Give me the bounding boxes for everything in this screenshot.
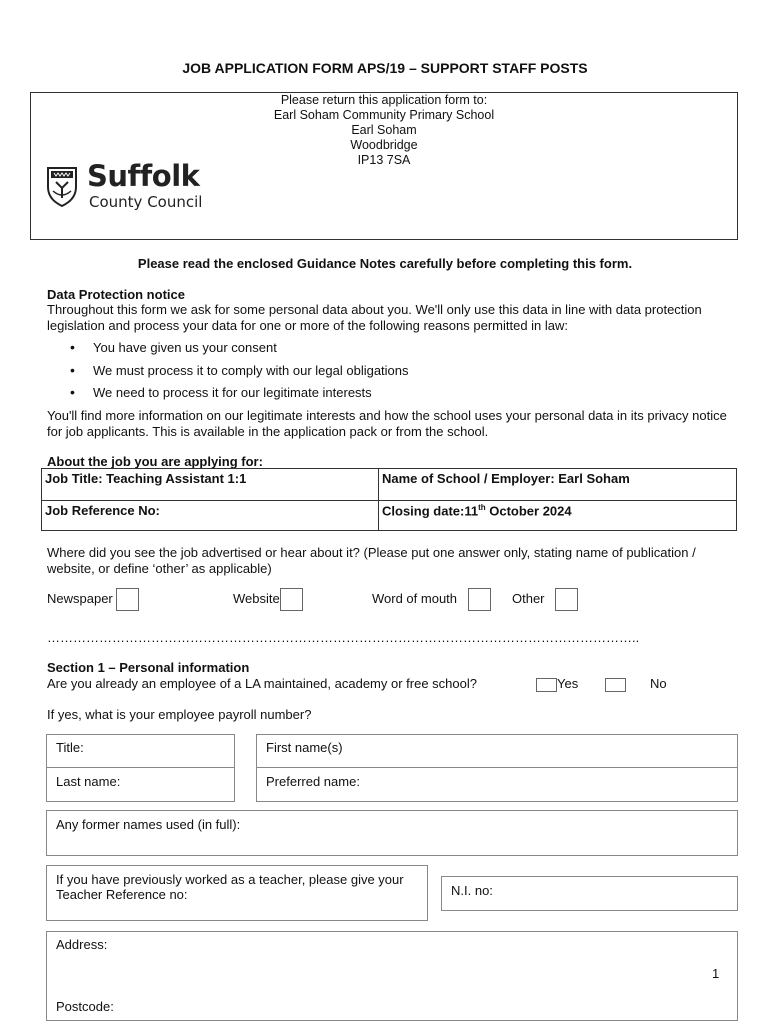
employee-question: Are you already an employee of a LA maintained, academy or free school? xyxy=(47,676,477,691)
advert-option-website xyxy=(233,588,303,611)
last-name-field[interactable] xyxy=(47,768,234,801)
return-line-1: Please return this application form to: xyxy=(280,93,488,107)
return-line-2: Earl Soham Community Primary School xyxy=(273,108,495,122)
advert-option-other xyxy=(512,588,578,611)
preferred-name-label: Preferred name: xyxy=(266,774,360,789)
closing-date-prefix: Closing date:11 xyxy=(382,503,479,519)
logo-county-council: County Council xyxy=(89,193,203,211)
list-item: • You have given us your consent xyxy=(70,340,409,363)
closing-date-cell[interactable] xyxy=(379,501,737,531)
advert-option-newspaper xyxy=(47,588,139,611)
no-checkbox[interactable] xyxy=(605,678,626,692)
former-names-label: Any former names used (in full): xyxy=(56,817,241,832)
data-protection-outro: You'll find more information on our legitimate interests and how the school uses your personal data in its privacy notice for job applicants. This is available in the application pack or from the school. xyxy=(47,408,727,439)
first-name-field[interactable] xyxy=(257,735,737,768)
guidance-notice: Please read the enclosed Guidance Notes carefully before completing this form. xyxy=(137,256,633,271)
job-heading: About the job you are applying for: xyxy=(47,454,263,469)
last-name-label: Last name: xyxy=(56,774,121,789)
advert-option-word-of-mouth xyxy=(372,588,491,611)
data-protection-list xyxy=(70,340,409,408)
employer-cell[interactable]: Name of School / Employer: Earl Soham xyxy=(379,469,737,501)
word-of-mouth-label: Word of mouth xyxy=(372,590,458,606)
closing-date-suffix: October 2024 xyxy=(485,503,572,519)
other-label: Other xyxy=(512,590,545,606)
data-protection-heading: Data Protection notice xyxy=(47,287,185,302)
address-label: Address: xyxy=(56,937,108,952)
title-lastname-box xyxy=(46,734,235,802)
yes-checkbox[interactable] xyxy=(536,678,557,692)
yes-option xyxy=(536,676,578,692)
website-label: Website xyxy=(233,590,280,606)
teacher-reference-label: If you have previously worked as a teacher, please give your Teacher Reference no: xyxy=(56,872,404,902)
address-field[interactable] xyxy=(46,931,738,1021)
page-number: 1 xyxy=(712,966,720,981)
ni-number-field[interactable] xyxy=(441,876,738,911)
no-label: No xyxy=(650,676,667,691)
other-checkbox[interactable] xyxy=(555,588,578,611)
return-line-3: Earl Soham xyxy=(351,123,417,137)
advert-dotted-line[interactable]: ……………………………………………………………………………………………………………………….. xyxy=(47,630,640,645)
list-item: • We must process it to comply with our legal obligations xyxy=(70,363,409,386)
payroll-question: If yes, what is your employee payroll number? xyxy=(47,707,312,722)
closing-date-sup: th xyxy=(478,503,486,512)
word-of-mouth-checkbox[interactable] xyxy=(468,588,491,611)
title-field[interactable] xyxy=(47,735,234,768)
return-address xyxy=(31,93,737,168)
logo-suffolk: Suffolk xyxy=(87,159,200,193)
website-checkbox[interactable] xyxy=(280,588,303,611)
newspaper-label: Newspaper xyxy=(47,590,113,606)
form-title: JOB APPLICATION FORM APS/19 – SUPPORT STAFF POSTS xyxy=(182,60,588,76)
job-reference-cell[interactable]: Job Reference No: xyxy=(42,501,379,531)
job-title-cell[interactable]: Job Title: Teaching Assistant 1:1 xyxy=(42,469,379,501)
teacher-reference-field[interactable] xyxy=(46,865,428,921)
suffolk-crest-icon xyxy=(45,165,79,207)
return-address-box xyxy=(30,92,738,240)
title-label: Title: xyxy=(56,740,84,755)
job-table xyxy=(41,468,737,531)
return-line-4: Woodbridge xyxy=(350,138,418,152)
preferred-name-field[interactable] xyxy=(257,768,737,801)
section1-heading: Section 1 – Personal information xyxy=(47,660,250,675)
no-option xyxy=(605,676,667,692)
newspaper-checkbox[interactable] xyxy=(116,588,139,611)
former-names-field[interactable] xyxy=(46,810,738,856)
return-line-5: IP13 7SA xyxy=(357,153,411,167)
advert-question: Where did you see the job advertised or hear about it? (Please put one answer only, stating name of publication / website, or define ‘other’ as applicable) xyxy=(47,545,696,576)
data-protection-intro: Throughout this form we ask for some personal data about you. We'll only use this data in line with data protection legislation and process your data for one or more of the following reasons permitted in law: xyxy=(47,302,702,333)
postcode-label: Postcode: xyxy=(56,999,114,1014)
suffolk-logo xyxy=(45,159,225,213)
yes-label: Yes xyxy=(557,676,579,691)
first-name-label: First name(s) xyxy=(266,740,343,755)
ni-number-label: N.I. no: xyxy=(451,883,493,898)
list-item: • We need to process it for our legitimate interests xyxy=(70,385,409,408)
firstname-preferred-box xyxy=(256,734,738,802)
